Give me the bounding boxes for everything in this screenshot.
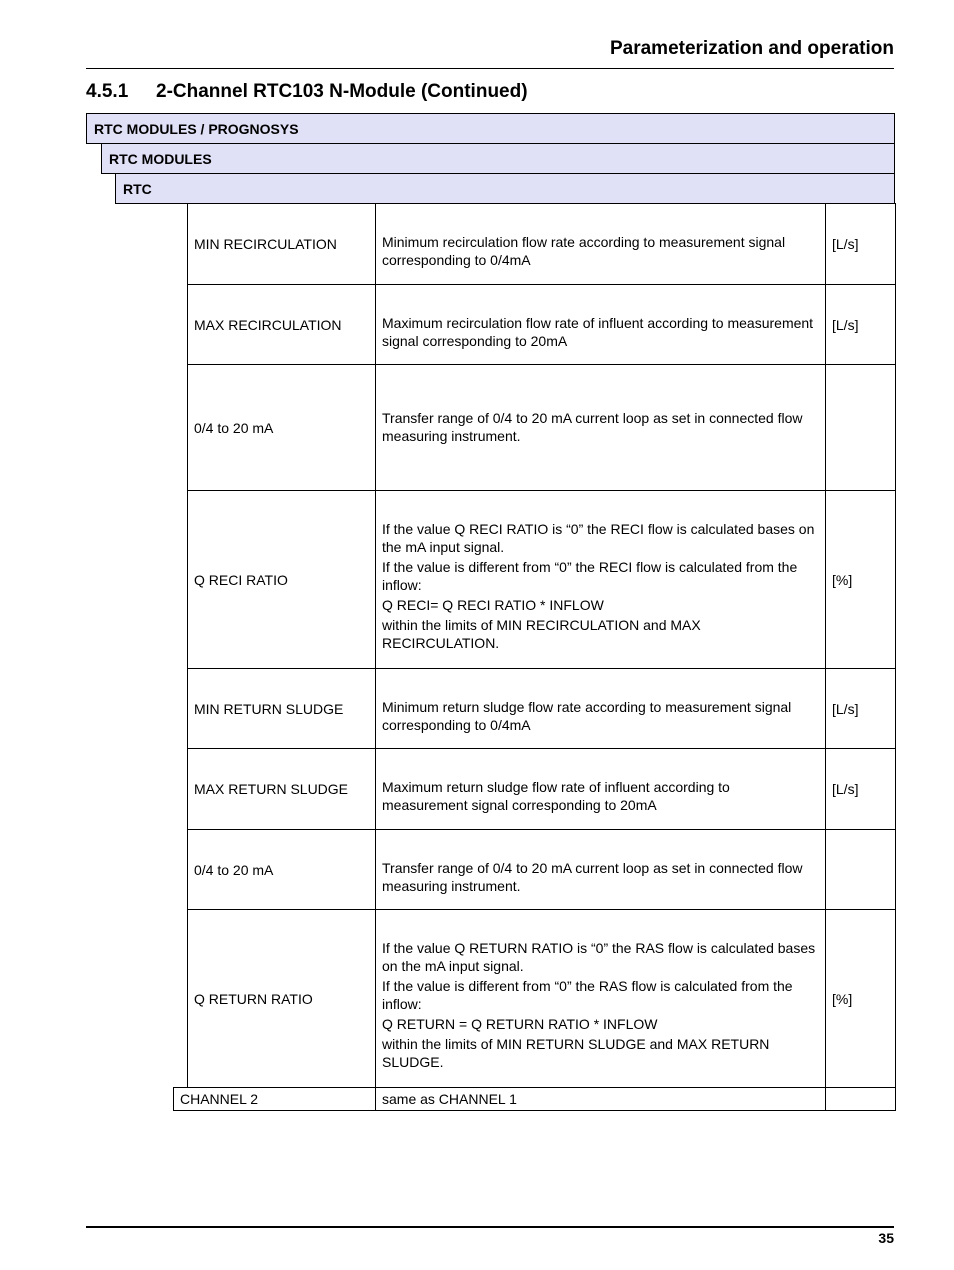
param-name: MIN RETURN SLUDGE bbox=[188, 669, 376, 749]
header-divider bbox=[86, 68, 894, 69]
menu-band-rtc: RTC bbox=[115, 173, 895, 204]
table-row bbox=[188, 365, 896, 491]
param-name: 0/4 to 20 mA bbox=[188, 830, 376, 910]
param-name: Q RECI RATIO bbox=[188, 491, 376, 669]
description-line: Maximum return sludge flow rate of influent according to measurement signal corresponding to 20mA bbox=[382, 779, 730, 813]
parameter-table bbox=[187, 203, 896, 1088]
param-unit bbox=[826, 830, 896, 910]
param-unit: [%] bbox=[826, 910, 896, 1088]
description-line: Transfer range of 0/4 to 20 mA current loop as set in connected flow measuring instrument. bbox=[382, 409, 803, 444]
param-unit: [L/s] bbox=[826, 669, 896, 749]
section-number: 4.5.1 bbox=[86, 81, 129, 102]
param-name: Q RETURN RATIO bbox=[188, 910, 376, 1088]
description-line: Transfer range of 0/4 to 20 mA current loop as set in connected flow measuring instrument. bbox=[382, 859, 803, 894]
param-unit: [L/s] bbox=[826, 285, 896, 365]
description-line: within the limits of MIN RECIRCULATION and MAX RECIRCULATION. bbox=[382, 616, 701, 651]
section-title: 2-Channel RTC103 N-Module (Continued) bbox=[156, 81, 528, 102]
table-row bbox=[188, 749, 896, 830]
table-row bbox=[188, 910, 896, 1088]
description-line: If the value Q RECI RATIO is “0” the RECI flow is calculated bases on the mA input signal. bbox=[382, 520, 815, 555]
param-description bbox=[376, 365, 826, 491]
description-line: Q RETURN = Q RETURN RATIO * INFLOW bbox=[382, 1015, 658, 1032]
param-unit: [L/s] bbox=[826, 749, 896, 830]
channel-unit bbox=[826, 1088, 896, 1111]
param-unit bbox=[826, 365, 896, 491]
param-description bbox=[376, 669, 826, 749]
menu-band-rtc-modules: RTC MODULES bbox=[101, 143, 895, 174]
description-line: Maximum recirculation flow rate of influent according to measurement signal corresponding to 20mA bbox=[382, 314, 814, 349]
page-number: 35 bbox=[878, 1230, 894, 1246]
menu-band-rtc-modules-prognosys: RTC MODULES / PROGNOSYS bbox=[86, 113, 895, 144]
param-description bbox=[376, 830, 826, 910]
table-row bbox=[174, 1088, 896, 1111]
page-header-title: Parameterization and operation bbox=[609, 38, 894, 59]
param-description bbox=[376, 749, 826, 830]
param-name: 0/4 to 20 mA bbox=[188, 365, 376, 491]
param-name: MAX RETURN SLUDGE bbox=[188, 749, 376, 830]
param-description bbox=[376, 204, 826, 285]
section-heading bbox=[86, 81, 528, 103]
channel-description: same as CHANNEL 1 bbox=[376, 1088, 826, 1111]
description-line: Minimum return sludge flow rate according to measurement signal corresponding to 0/4mA bbox=[382, 698, 792, 733]
footer-divider bbox=[86, 1226, 894, 1228]
param-name: MAX RECIRCULATION bbox=[188, 285, 376, 365]
description-line: If the value Q RETURN RATIO is “0” the RAS flow is calculated bases on the mA input signal. bbox=[382, 939, 816, 974]
param-description bbox=[376, 285, 826, 365]
channel-name: CHANNEL 2 bbox=[174, 1088, 376, 1111]
description-line: If the value is different from “0” the RECI flow is calculated from the inflow: bbox=[382, 558, 798, 593]
param-description bbox=[376, 491, 826, 669]
description-line: If the value is different from “0” the RAS flow is calculated from the inflow: bbox=[382, 977, 793, 1012]
description-line: Minimum recirculation flow rate according to measurement signal corresponding to 0/4mA bbox=[382, 234, 786, 268]
table-row bbox=[188, 204, 896, 285]
table-row bbox=[188, 285, 896, 365]
param-unit: [%] bbox=[826, 491, 896, 669]
description-line: within the limits of MIN RETURN SLUDGE and MAX RETURN SLUDGE. bbox=[382, 1035, 770, 1070]
table-row bbox=[188, 491, 896, 669]
param-unit: [L/s] bbox=[826, 204, 896, 285]
table-row bbox=[188, 830, 896, 910]
channel-2-table bbox=[173, 1087, 896, 1111]
table-row bbox=[188, 669, 896, 749]
param-description bbox=[376, 910, 826, 1088]
description-line: Q RECI= Q RECI RATIO * INFLOW bbox=[382, 596, 604, 613]
param-name: MIN RECIRCULATION bbox=[188, 204, 376, 285]
